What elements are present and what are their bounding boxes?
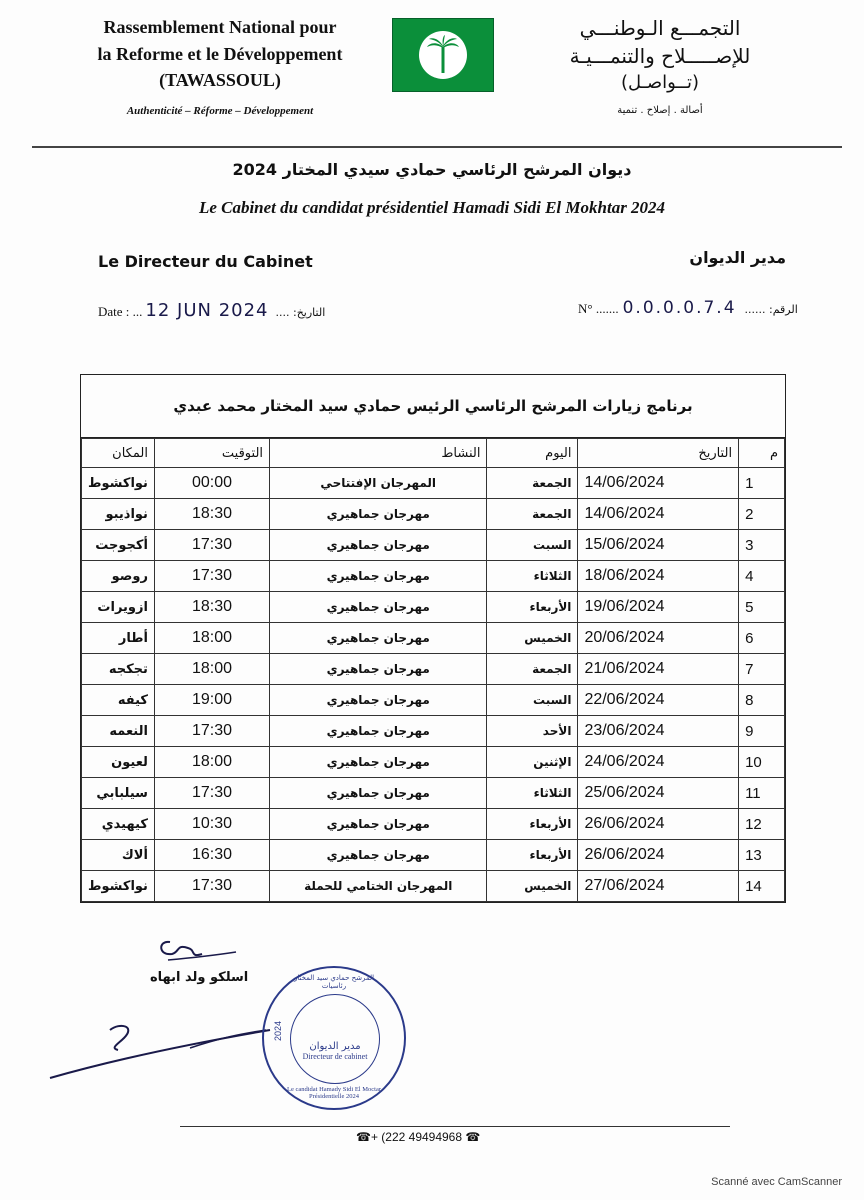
cell-place: نواذيبو (82, 499, 155, 530)
date-line (98, 300, 325, 321)
cell-time: 10:30 (154, 809, 269, 840)
cell-day: الخميس (487, 623, 578, 654)
cell-day: الأحد (487, 716, 578, 747)
cell-activity: مهرجان جماهيري (270, 623, 487, 654)
cell-place: نواكشوط (82, 468, 155, 499)
table-row (82, 809, 785, 840)
cell-time: 18:30 (154, 499, 269, 530)
schedule-grid (81, 438, 785, 902)
cell-place: روصو (82, 561, 155, 592)
cell-date: 14/06/2024 (578, 468, 739, 499)
cell-activity: مهرجان جماهيري (270, 716, 487, 747)
cell-day: الأربعاء (487, 809, 578, 840)
cell-time: 17:30 (154, 561, 269, 592)
cell-date: 14/06/2024 (578, 499, 739, 530)
cell-day: الجمعة (487, 499, 578, 530)
cell-date: 23/06/2024 (578, 716, 739, 747)
cell-num: 7 (739, 654, 785, 685)
party-logo (392, 18, 494, 92)
cell-activity: مهرجان جماهيري (270, 685, 487, 716)
table-row (82, 685, 785, 716)
cell-time: 19:00 (154, 685, 269, 716)
cell-place: نواكشوط (82, 871, 155, 902)
logo-disc (419, 31, 467, 79)
cell-num: 3 (739, 530, 785, 561)
table-title: برنامج زيارات المرشح الرئاسي الرئيس حمادي سيد المختار محمد عبدي (81, 375, 785, 438)
cell-time: 18:30 (154, 592, 269, 623)
footer-phone: ☎+ (222 49494968 ☎ (356, 1130, 481, 1144)
date-label-ar: التاريخ: .... (275, 306, 326, 319)
cell-place: سيلبابي (82, 778, 155, 809)
cell-time: 17:30 (154, 778, 269, 809)
table-header-row (82, 439, 785, 468)
cell-num: 14 (739, 871, 785, 902)
cell-time: 16:30 (154, 840, 269, 871)
director-title-ar: مدير الديوان (689, 248, 786, 267)
cell-date: 15/06/2024 (578, 530, 739, 561)
table-row (82, 530, 785, 561)
cell-num: 1 (739, 468, 785, 499)
director-title-fr: Le Directeur du Cabinet (98, 252, 313, 271)
cell-place: ألاك (82, 840, 155, 871)
table-row (82, 654, 785, 685)
cell-time: 18:00 (154, 747, 269, 778)
org-name-ar-line1: التجمـــع الـوطنـــي (579, 16, 741, 40)
reference-number-line (578, 298, 798, 318)
cell-day: السبت (487, 685, 578, 716)
cell-time: 18:00 (154, 654, 269, 685)
cell-place: ازويرات (82, 592, 155, 623)
table-row (82, 747, 785, 778)
header-num: م (739, 439, 785, 468)
header-place: المكان (82, 439, 155, 468)
cell-day: الأربعاء (487, 592, 578, 623)
cell-place: تجكجه (82, 654, 155, 685)
cell-place: لعيون (82, 747, 155, 778)
cell-activity: مهرجان جماهيري (270, 592, 487, 623)
official-stamp (262, 966, 406, 1110)
number-label-fr: N° ....... (578, 301, 619, 316)
cell-day: الجمعة (487, 468, 578, 499)
cell-day: الثلاثاء (487, 778, 578, 809)
cabinet-title-ar: ديوان المرشح الرئاسي حمادي سيدي المختار 2024 (232, 160, 632, 179)
cell-activity: مهرجان جماهيري (270, 499, 487, 530)
cell-activity: مهرجان جماهيري (270, 809, 487, 840)
org-acronym-ar: (تــواصـل) (620, 72, 700, 93)
schedule-table (80, 374, 786, 903)
cell-num: 12 (739, 809, 785, 840)
cell-time: 17:30 (154, 871, 269, 902)
org-name-fr-line1: Rassemblement National pour (103, 17, 337, 37)
cell-day: الخميس (487, 871, 578, 902)
header-time: التوقيت (154, 439, 269, 468)
table-row (82, 499, 785, 530)
motto-fr: Authenticité – Réforme – Développement (126, 105, 314, 117)
org-name-ar-line2: للإصـــــلاح والتنمـــيـة (569, 44, 751, 68)
cell-day: السبت (487, 530, 578, 561)
org-name-fr-line2: la Reforme et le Développement (97, 44, 343, 64)
cell-num: 5 (739, 592, 785, 623)
number-label-ar: الرقم: ...... (744, 303, 798, 316)
cell-activity: المهرجان الختامي للحملة (270, 871, 487, 902)
stamp-title-fr: Directeur de cabinet (302, 1052, 368, 1061)
cell-date: 26/06/2024 (578, 809, 739, 840)
cell-activity: مهرجان جماهيري (270, 561, 487, 592)
cell-place: النعمه (82, 716, 155, 747)
date-value: 12 JUN 2024 (145, 300, 269, 321)
header-arabic (520, 14, 800, 116)
table-row (82, 716, 785, 747)
cell-date: 22/06/2024 (578, 685, 739, 716)
cell-place: كيهيدي (82, 809, 155, 840)
cell-date: 19/06/2024 (578, 592, 739, 623)
cell-activity: مهرجان جماهيري (270, 747, 487, 778)
motto-ar: أصالة . إصلاح . تنمية (617, 105, 703, 116)
table-row (82, 871, 785, 902)
cell-date: 18/06/2024 (578, 561, 739, 592)
footer-divider (180, 1126, 730, 1127)
number-value: 0.0.0.0.7.4 (622, 298, 737, 318)
cell-date: 20/06/2024 (578, 623, 739, 654)
table-row (82, 778, 785, 809)
header-day: اليوم (487, 439, 578, 468)
cell-date: 24/06/2024 (578, 747, 739, 778)
cell-day: الثلاثاء (487, 561, 578, 592)
cell-day: الجمعة (487, 654, 578, 685)
cell-num: 2 (739, 499, 785, 530)
table-row (82, 468, 785, 499)
stamp-title-ar: مدير الديوان (309, 1041, 361, 1052)
cell-activity: مهرجان جماهيري (270, 778, 487, 809)
header-divider (32, 146, 842, 148)
org-acronym-fr: (TAWASSOUL) (159, 70, 281, 90)
date-label-fr: Date : ... (98, 304, 143, 319)
table-row (82, 592, 785, 623)
stamp-top-text: المرشح حمادي سيد المختار رئاسيات (293, 974, 375, 990)
cell-num: 4 (739, 561, 785, 592)
signatory-name: اسلكو ولد ابهاه (150, 970, 249, 985)
table-row (82, 561, 785, 592)
cell-time: 00:00 (154, 468, 269, 499)
palm-tree-icon (419, 31, 467, 79)
cell-activity: مهرجان جماهيري (270, 840, 487, 871)
cell-date: 27/06/2024 (578, 871, 739, 902)
stamp-inner-ring (290, 994, 380, 1084)
scanner-watermark: Scanné avec CamScanner (711, 1176, 842, 1188)
cabinet-title-fr: Le Cabinet du candidat présidentiel Hamadi Sidi El Mokhtar 2024 (198, 198, 666, 217)
cell-time: 17:30 (154, 530, 269, 561)
cell-date: 26/06/2024 (578, 840, 739, 871)
cell-day: الأربعاء (487, 840, 578, 871)
table-row (82, 623, 785, 654)
cell-place: أطار (82, 623, 155, 654)
cell-activity: مهرجان جماهيري (270, 530, 487, 561)
cell-num: 11 (739, 778, 785, 809)
cell-time: 18:00 (154, 623, 269, 654)
cell-num: 10 (739, 747, 785, 778)
header-french (70, 14, 370, 117)
cell-date: 25/06/2024 (578, 778, 739, 809)
cell-place: كيفه (82, 685, 155, 716)
cell-num: 8 (739, 685, 785, 716)
cell-num: 6 (739, 623, 785, 654)
table-row (82, 840, 785, 871)
stamp-year: 2024 (273, 1020, 284, 1042)
cell-place: أكجوجت (82, 530, 155, 561)
cell-date: 21/06/2024 (578, 654, 739, 685)
header-activity: النشاط (270, 439, 487, 468)
cell-time: 17:30 (154, 716, 269, 747)
cell-num: 13 (739, 840, 785, 871)
cell-activity: مهرجان جماهيري (270, 654, 487, 685)
cell-num: 9 (739, 716, 785, 747)
stamp-bottom-text: Le candidat Hamady Sidi El Moctar Présidentielle 2024 (286, 1086, 382, 1100)
cell-day: الإثنين (487, 747, 578, 778)
header-date: التاريخ (578, 439, 739, 468)
cell-activity: المهرجان الإفتتاحي (270, 468, 487, 499)
